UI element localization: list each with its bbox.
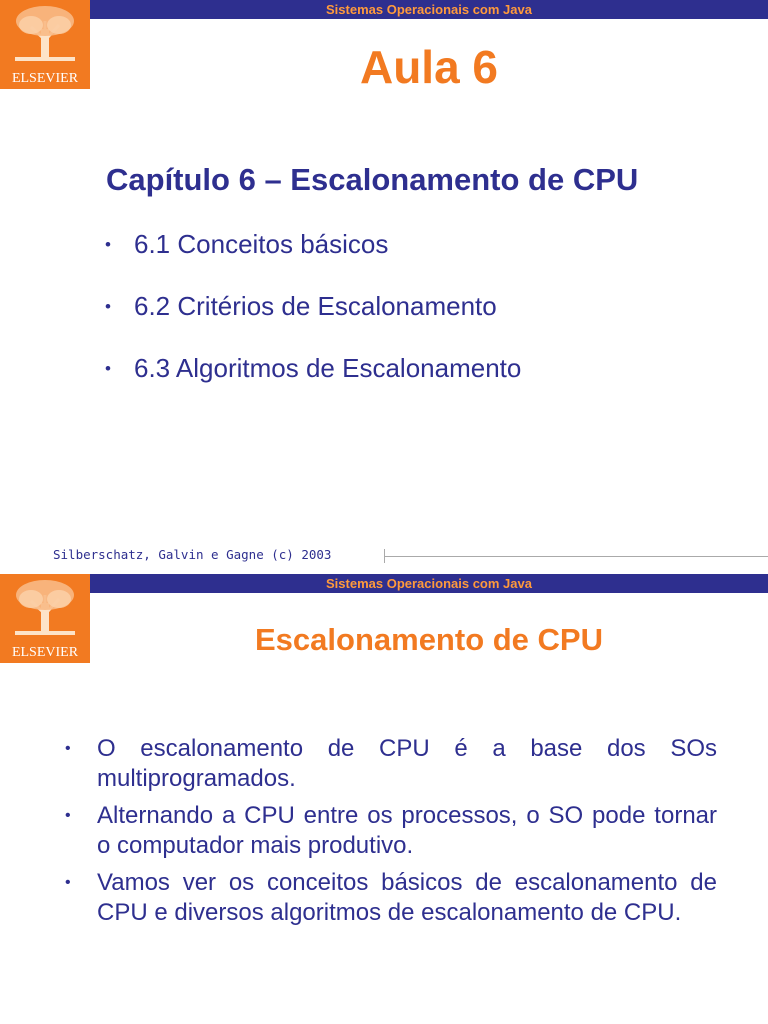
elsevier-logo <box>0 0 90 89</box>
tree-logo-icon <box>13 3 77 63</box>
slide-2 <box>0 574 768 1024</box>
bullet: • <box>65 740 71 757</box>
topic-text: 6.3 Algoritmos de Escalonamento <box>134 353 522 383</box>
slide-title: Aula 6 <box>359 41 499 93</box>
bullet-list <box>65 734 717 935</box>
bullet-item <box>65 734 717 794</box>
footer-credit: Silberschatz, Galvin e Gagne (c) 2003 <box>53 547 332 562</box>
header-bar: Sistemas Operacionais com Java <box>90 574 768 593</box>
footer-divider <box>384 556 768 557</box>
bullet: • <box>65 807 71 824</box>
elsevier-logo <box>0 574 90 663</box>
bullet: • <box>105 359 111 378</box>
topic-list <box>105 228 521 414</box>
topic-item <box>105 290 521 352</box>
bullet-text: Vamos ver os conceitos básicos de escalonamento de CPU e diversos algoritmos de escalonamento de CPU. <box>97 869 717 926</box>
topic-text: 6.2 Critérios de Escalonamento <box>134 291 497 321</box>
bullet: • <box>65 874 71 891</box>
logo-label: ELSEVIER <box>11 645 79 660</box>
bullet: • <box>105 297 111 316</box>
slide-title: Escalonamento de CPU <box>255 622 603 657</box>
tree-logo-icon <box>13 577 77 637</box>
topic-item <box>105 352 521 414</box>
header-bar: Sistemas Operacionais com Java <box>90 0 768 19</box>
bullet-item <box>65 868 717 928</box>
chapter-heading: Capítulo 6 – Escalonamento de CPU <box>106 162 639 197</box>
topic-item <box>105 228 521 290</box>
topic-text: 6.1 Conceitos básicos <box>134 229 389 259</box>
bullet-text: O escalonamento de CPU é a base dos SOs multiprogramados. <box>97 735 717 792</box>
bullet: • <box>105 235 111 254</box>
bullet-item <box>65 801 717 861</box>
logo-label: ELSEVIER <box>11 71 79 86</box>
bullet-text: Alternando a CPU entre os processos, o SO pode tornar o computador mais produtivo. <box>97 802 717 859</box>
